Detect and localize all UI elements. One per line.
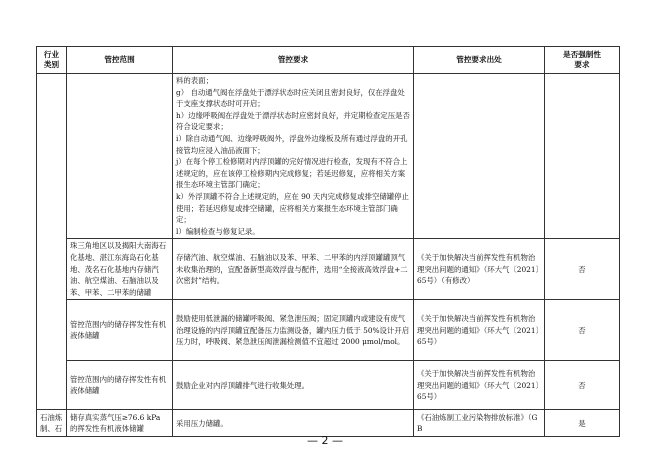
cell-scope: 管控范围内的储存挥发性有机液体储罐 [67,361,173,410]
cell-requirement: 存储汽油、航空煤油、石脑油以及苯、甲苯、二甲苯的内浮顶罐罐顶气未收集治理的，宜配备新型高效浮盘与配件，选用“全接液高效浮盘+二次密封”结构。 [173,239,414,300]
cell-source: 《关于加快解决当前挥发性有机物治理突出问题的通知》（环大气〔2021〕65号）（有修改） [414,239,545,300]
cell-scope [67,74,173,239]
header-scope: 管控范围 [67,47,173,74]
cell-requirement [173,74,414,239]
cell-mandatory: 是 [545,410,620,437]
requirement-line: k）外浮顶罐不符合上述规定的，应在 90 天内完成修复或排空储罐停止使用；若延迟修复或排空储罐，应将相关方案报生态环境主管部门确定； [176,191,409,225]
cell-source: 《关于加快解决当前挥发性有机物治理突出问题的通知》（环大气〔2021〕65号） [414,361,545,410]
table-row [37,410,620,437]
cell-mandatory: 否 [545,361,620,410]
cell-source: 《石油炼制工业污染物排放标准》（GB [414,410,545,437]
table-row [37,300,620,361]
cell-scope: 珠三角地区以及揭阳大南海石化基地、湛江东海岛石化基地、茂名石化基地内存储汽油、航空煤油、石脑油以及苯、甲苯、二甲苯的储罐 [67,239,173,300]
header-mandatory: 是否强制性 要求 [545,47,620,74]
header-requirement: 管控要求 [173,47,414,74]
table-header-row [37,47,620,74]
cell-industry [37,74,67,410]
header-source: 管控要求出处 [414,47,545,74]
header-industry: 行业 类别 [37,47,67,74]
page-number: — 2 — [307,434,343,447]
requirement-line: i）除自动通气阀、边缘呼吸阀外，浮盘外边缘板及所有通过浮盘的开孔接管均应浸入油品液面下； [176,133,408,155]
requirement-line: h）边缘呼吸阀在浮盘处于漂浮状态时应密封良好，并定期检查定压是否符合设定要求； [176,110,410,132]
cell-source [414,74,545,239]
table-row [37,361,620,410]
cell-scope: 管控范围内的储存挥发性有机液体储罐 [67,300,173,361]
cell-mandatory [545,74,620,239]
cell-requirement: 采用压力储罐。 [173,410,414,437]
requirement-line: l）编制检查与修复记录。 [176,226,260,236]
cell-industry: 石油炼制、石 [37,410,67,437]
table-row [37,74,620,239]
control-requirements-table [36,46,620,437]
cell-source: 《关于加快解决当前挥发性有机物治理突出问题的通知》（环大气〔2021〕65号） [414,300,545,361]
cell-mandatory: 否 [545,300,620,361]
cell-mandatory: 否 [545,239,620,300]
table-row [37,239,620,300]
cell-scope: 储存真实蒸气压≥76.6 kPa 的挥发性有机液体储罐 [67,410,173,437]
cell-requirement: 鼓励使用低泄漏的储罐呼吸阀、紧急泄压阀；固定顶罐内或建设有废气治理设施的内浮顶罐宜配备压力监测设备，罐内压力低于 50%设计开启压力时，呼吸阀、紧急泄压阀泄漏检测值不宜超过 2000 μmol/mol。 [173,300,414,361]
requirement-line: 料的表面； [176,76,213,85]
requirement-line: j）在每个停工检修期对内浮顶罐的完好情况进行检查，发现有不符合上述规定的，应在该停工检修期内完成修复；若延迟修复，应将相关方案报生态环境主管部门确定； [176,157,408,190]
cell-requirement: 鼓励企业对内浮顶罐排气进行收集处理。 [173,361,414,410]
requirement-line: g） 自动通气阀在浮盘处于漂浮状态时应关闭且密封良好，仅在浮盘处于支座支撑状态时可开启； [176,87,405,109]
